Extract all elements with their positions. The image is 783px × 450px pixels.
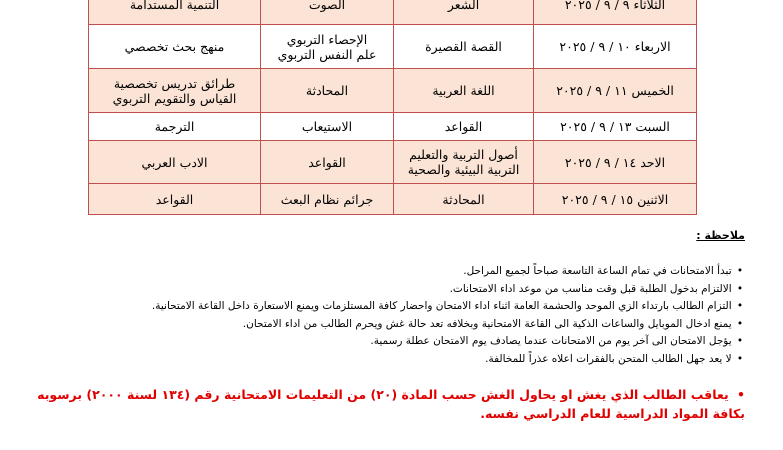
date-cell: الاربعاء ١٠ / ٩ / ٢٠٢٥ (534, 25, 697, 69)
exam-schedule-table (88, 0, 697, 215)
table-row (89, 0, 697, 25)
penalty-notice (25, 385, 745, 423)
note-text: يؤجل الامتحان الى آخر يوم من الامتحانات عندما يصادف يوم الامتحان عطلة رسمية. (370, 335, 732, 347)
penalty-text-1: يعاقب الطالب الذي يغش او يحاول الغش حسب المادة (٢٠) من التعليمات الامتحانية رقم (١٣٤ لسنة ٢٠٠٠) برسوبه (37, 387, 729, 402)
bullet-icon: • (736, 300, 744, 312)
date-cell: السبت ١٣ / ٩ / ٢٠٢٥ (534, 113, 697, 141)
bullet-icon: • (736, 352, 744, 365)
note-text: التزام الطالب بارتداء الزي الموحد والحشمة العامة اثناء اداء الامتحان واحضار كافة المستلزمات ويمنع الاستعارة داخل القاعة الامتحانية. (151, 300, 732, 312)
list-item (25, 263, 745, 281)
bullet-icon: • (736, 265, 744, 277)
table-row (89, 113, 697, 141)
list-item (25, 351, 745, 369)
table-row (89, 25, 697, 69)
table-row (89, 69, 697, 113)
subject-cell: الادب العربي (89, 141, 261, 184)
bullet-icon: • (737, 387, 745, 402)
subject-cell: القواعد (394, 113, 534, 141)
subject-cell: الترجمة (89, 113, 261, 141)
list-item (25, 333, 745, 351)
subject-cell: القصة القصيرة (394, 25, 534, 69)
table-row (89, 141, 697, 184)
note-text: يمنع ادخال الموبايل والساعات الذكية الى القاعة الامتحانية وبخلافه تعد حالة غش ويحرم الطالب من اداء الامتحان. (242, 317, 732, 330)
subject-cell: اللغة العربية (394, 69, 534, 113)
bullet-icon: • (736, 282, 744, 295)
subject-cell: القواعد (89, 184, 261, 215)
bullet-icon: • (736, 317, 744, 330)
subject-cell: أصول التربية والتعليم التربية البيئية والصحية (394, 141, 534, 184)
subject-cell: التنمية المستدامة (89, 0, 261, 25)
penalty-line-2: بكافة المواد الدراسية للعام الدراسي نفسه. (480, 406, 745, 421)
notes-title: ملاحظة : (696, 229, 745, 242)
bullet-icon: • (736, 335, 744, 347)
date-cell: الاثنين ١٥ / ٩ / ٢٠٢٥ (534, 184, 697, 215)
subject-cell: الصوت (261, 0, 394, 25)
subject-cell: الشعر (394, 0, 534, 25)
subject-cell: طرائق تدريس تخصصية القياس والتقويم التربوي (89, 69, 261, 113)
list-item (25, 281, 745, 299)
date-cell: الاحد ١٤ / ٩ / ٢٠٢٥ (534, 141, 697, 184)
notes-list (25, 263, 745, 368)
subject-cell: منهج بحث تخصصي (89, 25, 261, 69)
note-text: الالتزام بدخول الطلبة قبل وقت مناسب من موعد اداء الامتحانات. (449, 282, 732, 295)
subject-cell: القواعد (261, 141, 394, 184)
subject-cell: الاستيعاب (261, 113, 394, 141)
subject-cell: جرائم نظام البعث (261, 184, 394, 215)
table-row (89, 184, 697, 215)
date-cell: الثلاثاء ٩ / ٩ / ٢٠٢٥ (534, 0, 697, 25)
note-text: تبدأ الامتحانات في تمام الساعة التاسعة صباحاً لجميع المراحل. (463, 265, 732, 277)
subject-cell: المحادثة (394, 184, 534, 215)
subject-cell: الإحصاء التربوي علم النفس التربوي (261, 25, 394, 69)
list-item (25, 316, 745, 334)
subject-cell: المحادثة (261, 69, 394, 113)
list-item (25, 298, 745, 316)
penalty-line-1 (25, 385, 745, 404)
note-text: لا يعد جهل الطالب المتحن بالفقرات اعلاه عذراً للمخالفة. (485, 352, 732, 365)
date-cell: الخميس ١١ / ٩ / ٢٠٢٥ (534, 69, 697, 113)
